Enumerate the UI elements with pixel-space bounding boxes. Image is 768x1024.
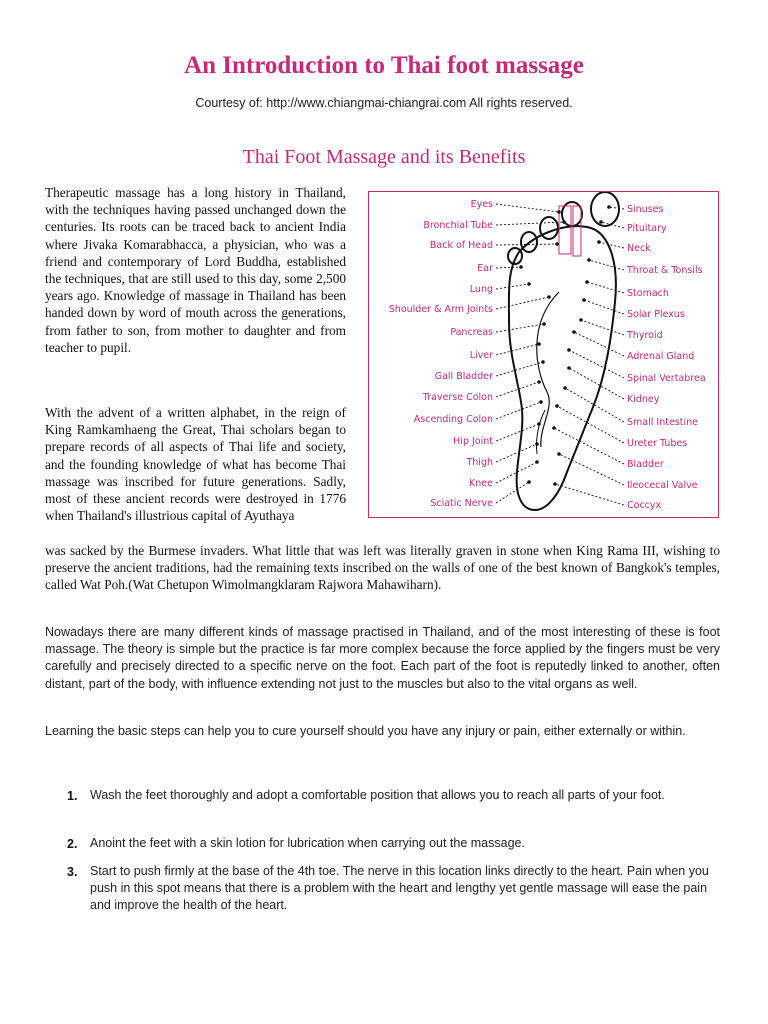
right-label-group [552,204,705,511]
right-label: Ureter Tubes [627,438,688,449]
foot-outline-icon [509,226,616,510]
point-dot [537,422,541,426]
point-dot [542,322,546,326]
left-label: Thigh [466,457,493,468]
point-dot [562,220,566,224]
point-dot [527,282,531,286]
left-label-group [389,199,566,509]
point-dot [607,205,611,209]
right-label: Neck [627,243,651,254]
left-label: Shoulder & Arm Joints [388,304,493,315]
leader-line [496,267,521,268]
right-label: Small Intestine [627,417,698,428]
right-label: Spinal Vertabrea [627,373,706,384]
point-dot [535,442,539,446]
leader-line [584,300,624,314]
toe-zone-icon [559,206,571,254]
leader-line [587,282,624,293]
leader-line [496,204,559,212]
right-label: Ileocecal Valve [627,480,698,491]
leader-line [554,428,624,464]
point-dot [572,330,576,334]
point-dot [557,210,561,214]
left-label: Knee [469,478,493,489]
leader-line [496,402,541,419]
leader-line [496,222,564,225]
leader-line [569,368,624,399]
leader-line [496,284,529,289]
right-label: Kidney [627,394,660,405]
point-dot [537,342,541,346]
left-label: Pancreas [450,327,493,338]
spine-line-icon [536,410,545,454]
leader-line [581,320,624,335]
leader-line [496,324,544,332]
left-label: Ear [477,263,493,274]
leader-line [496,297,549,309]
left-label: Sciatic Nerve [430,498,493,509]
point-dot [527,480,531,484]
leader-line [569,350,624,378]
big-toe-icon [591,192,619,226]
point-dot [585,280,589,284]
left-label: Liver [469,350,493,361]
paragraph-learning: Learning the basic steps can help you to cure yourself should you have any injury or pain, either externally or within. [45,724,686,738]
leader-line [496,344,539,355]
leader-line [589,260,624,270]
left-label: Bronchial Tube [423,220,493,231]
left-label: Gall Bladder [434,371,493,382]
section-title: Thai Foot Massage and its Benefits [242,146,526,168]
leader-line [599,242,624,248]
right-label: Stomach [627,288,669,299]
left-label: Back of Head [429,240,493,251]
point-dot [553,482,557,486]
point-dot [582,298,586,302]
right-label: Sinuses [627,204,664,215]
right-label: Solar Plexus [627,309,685,320]
leader-line [555,484,624,505]
paragraph-nowadays: Nowadays there are many different kinds of massage practised in Thailand, and of the most interesting of these is foot massage. The theory is simple but the practice is far more complex because the force applied by the fingers must be very carefully and precisely directed to a specific nerve on the foot. Each part of the foot is reputedly linked to another, often distant, part of the body, with influence extending not just to the muscles but also to the vital organs as well. [45,625,720,691]
point-dot [599,220,603,224]
point-dot [547,295,551,299]
step-number: 3. [67,865,78,879]
step-number: 2. [67,837,78,851]
point-dot [567,348,571,352]
point-dot [552,426,556,430]
point-dot [587,258,591,262]
leader-line [609,207,624,209]
point-dot [555,404,559,408]
right-label: Throat & Tonsils [627,265,703,276]
leader-line [496,362,543,376]
right-label: Bladder [627,459,664,470]
point-dot [519,265,523,269]
toe-zone-icon [573,206,581,256]
leader-line [496,482,529,503]
point-dot [537,380,541,384]
page-title: An Introduction to Thai foot massage [184,52,584,79]
point-dot [555,242,559,246]
courtesy-line: Courtesy of: http://www.chiangmai-chiangrai.com All rights reserved. [195,96,573,110]
point-dot [567,366,571,370]
foot-reflexology-diagram [368,191,719,518]
step-text: Anoint the feet with a skin lotion for lubrication when carrying out the massage. [90,836,525,850]
left-label: Lung [469,284,493,295]
point-dot [541,360,545,364]
right-label: Coccyx [627,500,662,511]
step-text: Wash the feet thoroughly and adopt a comfortable position that allows you to reach all parts of your foot. [90,788,665,802]
paragraph-alphabet-continued: was sacked by the Burmese invaders. What little that was left was literally graven in stone when King Rama III, wishing to preserve the ancient traditions, had the remaining texts inscribed on the walls of one of the best known of Bangkok's temples, called Wat Poh.(Wat Chetupon Wimolmangklaram Rajwora Mahawiharn). [45,543,720,593]
point-dot [539,400,543,404]
point-dot [557,452,561,456]
right-label: Adrenal Gland [627,351,695,362]
point-dot [563,386,567,390]
point-dot [579,318,583,322]
left-label: Traverse Colon [422,392,493,403]
leader-line [574,332,624,356]
leader-line [496,444,537,462]
step-number: 1. [67,789,78,803]
left-label: Ascending Colon [413,414,493,425]
paragraph-alphabet: With the advent of a written alphabet, in the reign of King Ramkamhaeng the Great, Thai scholars began to prepare records of all aspects of Thai life and society, and the founding knowledge of what has become Thai massage was inscribed for future generations. Sadly, most of these ancient records were destroyed in 1776 when Thailand's illustrious capital of Ayuthaya [45,405,346,524]
point-dot [597,240,601,244]
paragraph-history: Therapeutic massage has a long history in Thailand, with the techniques having passed unchanged down the centuries. Its roots can be traced back to ancient India where Jivaka Komarabhacca, a physician, who was a friend and contemporary of Lord Buddha, established the techniques, that are still used to this day, some 2,500 years ago. Knowledge of massage in Thailand has been handed down by word of mouth across the generations, from father to son, from mother to daughter and from teacher to pupil. [45,185,346,355]
left-label: Eyes [470,199,493,210]
right-label: Thyroid [627,330,663,341]
leader-line [496,424,539,441]
toe-icon [540,217,558,239]
point-dot [535,460,539,464]
left-label: Hip Joint [453,436,493,447]
foot-diagram-svg [369,192,718,517]
step-text: Start to push firmly at the base of the 4th toe. The nerve in this location links directly to the heart. Pain when you push in this spot means that there is a problem with the heart and lengthy yet gentle massage will ease the pain and improve the health of the heart. [90,864,709,913]
right-label: Pituitary [627,223,667,234]
